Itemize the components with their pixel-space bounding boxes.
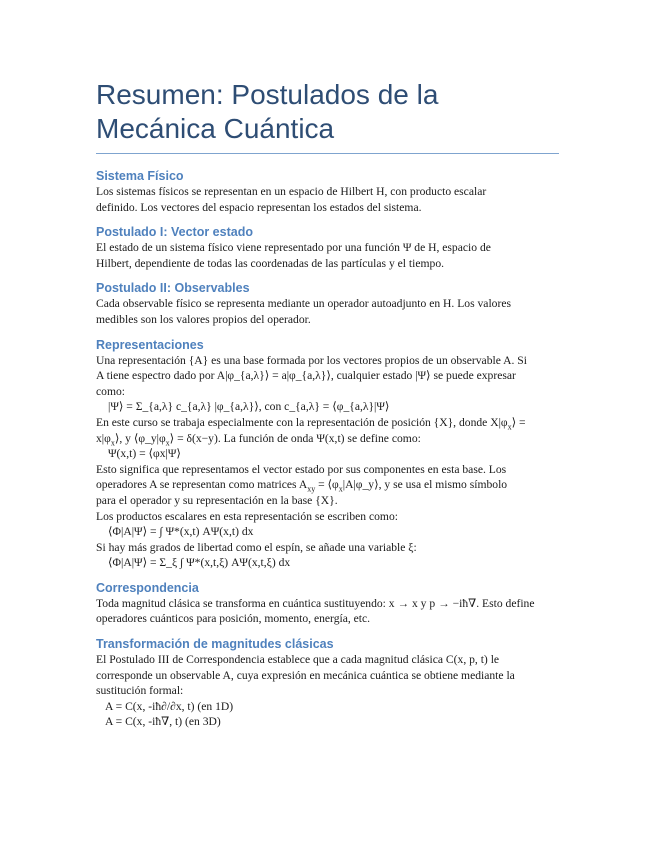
section-sistema-fisico bbox=[96, 168, 559, 215]
paragraph-line: A tiene espectro dado por A|φ_{a,λ}⟩ = a|φ_{a,λ}⟩, cualquier estado |Ψ⟩ se puede expresar bbox=[96, 369, 516, 383]
paragraph-line: como: bbox=[96, 384, 125, 398]
paragraph-line: operadores cuánticos para posición, momento, energía, etc. bbox=[96, 612, 371, 626]
paragraph-line: sustitución formal: bbox=[96, 684, 184, 698]
equation-line: ⟨Φ|A|Ψ⟩ = ∫ Ψ*(x,t) AΨ(x,t) dx bbox=[108, 525, 254, 539]
paragraph-line: Cada observable físico se representa mediante un operador autoadjunto en H. Los valores bbox=[96, 297, 511, 311]
section-correspondencia bbox=[96, 580, 559, 627]
section-postulado-2 bbox=[96, 280, 559, 327]
section-heading: Postulado II: Observables bbox=[96, 281, 250, 296]
equation-line: A = C(x, -iħ∂/∂x, t) (en 1D) bbox=[105, 699, 234, 713]
paragraph-line: corresponde un observable A, cuya expresión en mecánica cuántica se obtiene mediante la bbox=[96, 668, 515, 682]
equation-line: |Ψ⟩ = Σ_{a,λ} c_{a,λ} |φ_{a,λ}⟩, con c_{a,λ} = ⟨φ_{a,λ}|Ψ⟩ bbox=[108, 400, 390, 414]
section-heading: Transformación de magnitudes clásicas bbox=[96, 637, 334, 652]
section-heading: Sistema Físico bbox=[96, 169, 184, 183]
paragraph-line: Hilbert, dependiente de todas las coordenadas de las partículas y el tiempo. bbox=[96, 256, 445, 270]
paragraph-line: operadores A se representan como matrices $A_{xy}$ = $⟨\varphi_x|A|\varphi\_y⟩$, y se usa el mismo símbolo bbox=[96, 478, 508, 494]
paragraph-line: Los productos escalares en esta representación se escriben como: bbox=[96, 509, 398, 523]
equation-line: Ψ(x,t) = ⟨φx|Ψ⟩ bbox=[108, 447, 181, 461]
paragraph-line: Toda magnitud clásica se transforma en cuántica sustituyendo: x → x y p → −iħ∇. Esto define bbox=[96, 596, 535, 610]
section-transformacion bbox=[96, 636, 559, 730]
section-representaciones bbox=[96, 337, 559, 571]
paragraph-line: Una representación {A} es una base formada por los vectores propios de un observable A. Si bbox=[96, 353, 527, 367]
paragraph-line: El Postulado III de Correspondencia establece que a cada magnitud clásica C(x, p, t) le bbox=[96, 653, 500, 667]
equation-line: ⟨Φ|A|Ψ⟩ = Σ_ξ ∫ Ψ*(x,t,ξ) AΨ(x,t,ξ) dx bbox=[108, 556, 291, 570]
section-heading: Representaciones bbox=[96, 337, 204, 352]
page-title: Resumen: Postulados de la Mecánica Cuántica bbox=[96, 79, 439, 144]
paragraph-line: Esto significa que representamos el vector estado por sus componentes en esta base. Los bbox=[96, 462, 507, 476]
section-heading: Postulado I: Vector estado bbox=[96, 225, 253, 240]
paragraph-line: Los sistemas físicos se representan en un espacio de Hilbert H, con producto escalar bbox=[96, 185, 487, 198]
paragraph-line: En este curso se trabaja especialmente con la representación de posición {X}, donde $X|\varphi_x⟩$ = bbox=[96, 415, 526, 432]
paragraph-line: medibles son los valores propios del operador. bbox=[96, 312, 311, 326]
section-heading: Correspondencia bbox=[96, 580, 199, 595]
section-postulado-1 bbox=[96, 224, 559, 271]
paragraph-line: Si hay más grados de libertad como el espín, se añade una variable ξ: bbox=[96, 540, 417, 554]
title-underline bbox=[96, 153, 559, 154]
paragraph-line: para el operador y su representación en la base {X}. bbox=[96, 493, 338, 507]
equation-line: A = C(x, -iħ∇, t) (en 3D) bbox=[105, 715, 221, 729]
paragraph-line: $x|\varphi_x⟩$, y $⟨\varphi\_y|\varphi_x⟩ = \delta(x-y)$. La función de onda Ψ(x,t) se define como: bbox=[96, 431, 421, 447]
paragraph-line: El estado de un sistema físico viene representado por una función Ψ de H, espacio de bbox=[96, 241, 491, 255]
paragraph-line: definido. Los vectores del espacio representan los estados del sistema. bbox=[96, 200, 422, 214]
